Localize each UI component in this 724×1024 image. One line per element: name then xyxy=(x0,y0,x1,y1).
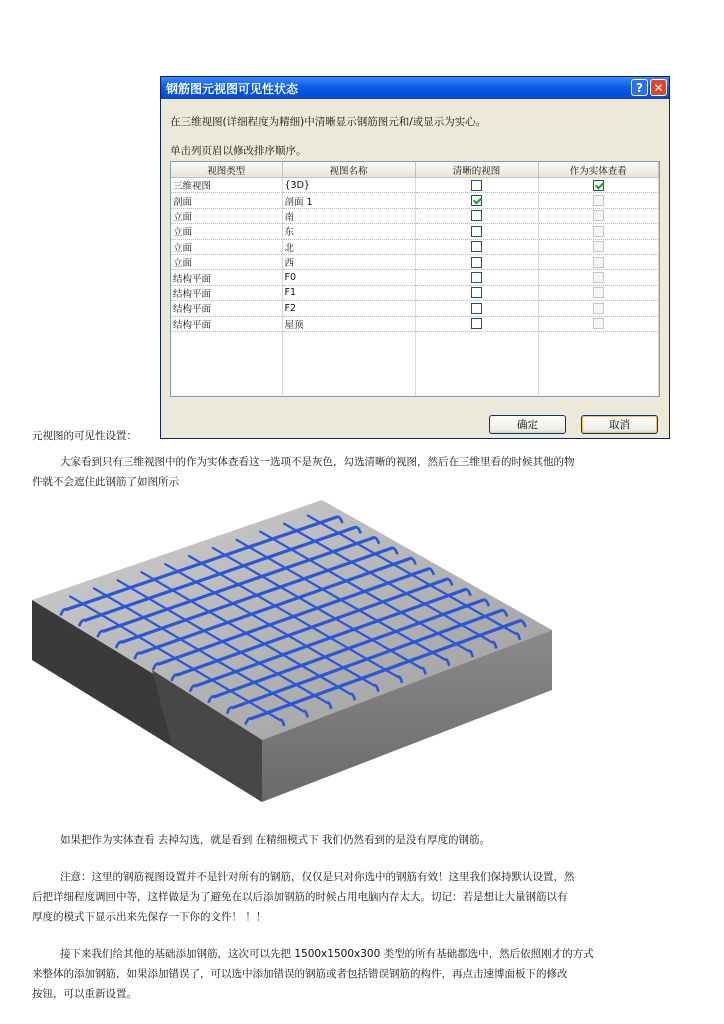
view-name-cell: F0 xyxy=(282,270,415,285)
clear-view-checkbox[interactable] xyxy=(471,287,482,298)
help-icon: ? xyxy=(636,80,643,95)
view-as-solid-checkbox[interactable] xyxy=(593,180,604,191)
column-header-view-as-solid[interactable]: 作为实体查看 xyxy=(538,162,659,178)
clear-view-cell xyxy=(415,285,538,300)
cancel-button[interactable]: 取消 xyxy=(581,415,658,434)
view-as-solid-checkbox xyxy=(593,318,604,329)
dialog-description: 在三维视图(详细程度为精细)中清晰显示钢筋图元和/或显示为实心。 xyxy=(170,116,487,128)
view-name-cell: 屋顶 xyxy=(282,316,415,331)
view-as-solid-checkbox xyxy=(593,241,604,252)
view-type-cell: 结构平面 xyxy=(171,316,282,331)
view-visibility-table xyxy=(170,161,660,397)
paragraph-2: 如果把作为实体查看 去掉勾选，就是看到 在精细模式下 我们仍然看到的是没有厚度的钢筋。 xyxy=(60,834,491,846)
close-button[interactable] xyxy=(650,79,667,96)
column-header-view-name[interactable]: 视图名称 xyxy=(282,162,415,178)
paragraph-1-line-2: 件就不会遮住此钢筋了如图所示 xyxy=(32,476,179,488)
view-type-cell: 立面 xyxy=(171,208,282,223)
view-name-cell: 西 xyxy=(282,254,415,269)
view-type-cell: 三维视图 xyxy=(171,178,282,193)
clear-view-checkbox[interactable] xyxy=(471,226,482,237)
clear-view-cell xyxy=(415,270,538,285)
clear-view-checkbox[interactable] xyxy=(471,180,482,191)
dialog-titlebar xyxy=(161,77,669,99)
dialog-title: 钢筋图元视图可见性状态 xyxy=(166,81,299,96)
column-header-view-type[interactable]: 视图类型 xyxy=(171,162,282,178)
view-type-cell: 立面 xyxy=(171,239,282,254)
view-as-solid-cell xyxy=(538,270,659,285)
clear-view-cell xyxy=(415,193,538,208)
paragraph-4-line-2: 来整体的添加钢筋，如果添加错误了，可以选中添加错误的钢筋或者包括错误钢筋的构件，再点击速博面板下的修改 xyxy=(32,968,568,980)
column-divider xyxy=(282,178,283,396)
paragraph-3-line-2: 后把详细程度调回中等，这样做是为了避免在以后添加钢筋的时候占用电脑内存太大。切记：若是想让大量钢筋以有 xyxy=(32,891,568,903)
clear-view-cell xyxy=(415,224,538,239)
view-name-cell: F2 xyxy=(282,301,415,316)
clear-view-cell xyxy=(415,208,538,223)
column-divider xyxy=(538,178,539,396)
view-as-solid-cell xyxy=(538,301,659,316)
paragraph-4-line-1: 接下来我们给其他的基础添加钢筋，这次可以先把 1500x1500x300 类型的所有基础都选中，然后依照刚才的方式 xyxy=(60,948,594,960)
clear-view-checkbox[interactable] xyxy=(471,241,482,252)
paragraph-4-line-3: 按钮，可以重新设置。 xyxy=(32,988,137,1000)
close-icon: ✕ xyxy=(653,80,664,95)
view-name-cell: 东 xyxy=(282,224,415,239)
clear-view-checkbox[interactable] xyxy=(471,257,482,268)
clear-view-cell xyxy=(415,316,538,331)
ok-button[interactable]: 确定 xyxy=(489,415,566,434)
view-name-cell: {3D} xyxy=(282,178,415,193)
clear-view-checkbox[interactable] xyxy=(471,195,482,206)
view-as-solid-cell xyxy=(538,254,659,269)
clear-view-checkbox[interactable] xyxy=(471,303,482,314)
view-type-cell: 结构平面 xyxy=(171,285,282,300)
view-as-solid-checkbox xyxy=(593,226,604,237)
view-name-cell: 北 xyxy=(282,239,415,254)
view-type-cell: 立面 xyxy=(171,224,282,239)
clear-view-checkbox[interactable] xyxy=(471,210,482,221)
view-as-solid-checkbox xyxy=(593,303,604,314)
paragraph-3-line-1: 注意：这里的钢筋视图设置并不是针对所有的钢筋，仅仅是只对你选中的钢筋有效！这里我们保持默认设置，然 xyxy=(60,871,575,883)
view-as-solid-cell xyxy=(538,285,659,300)
rebar-visibility-dialog xyxy=(160,76,670,439)
view-as-solid-checkbox xyxy=(593,195,604,206)
clear-view-checkbox[interactable] xyxy=(471,318,482,329)
view-name-cell: 南 xyxy=(282,208,415,223)
column-header-clear-view[interactable]: 清晰的视图 xyxy=(415,162,538,178)
view-as-solid-cell xyxy=(538,208,659,223)
view-as-solid-checkbox xyxy=(593,257,604,268)
help-button[interactable] xyxy=(631,79,648,96)
view-type-cell: 结构平面 xyxy=(171,270,282,285)
sort-hint: 单击列页眉以修改排序顺序。 xyxy=(170,145,307,157)
rebar-slab-figure xyxy=(32,500,552,805)
view-type-cell: 立面 xyxy=(171,254,282,269)
clear-view-cell xyxy=(415,178,538,193)
paragraph-3-line-3: 厚度的模式下显示出来先保存一下你的文件！ ！！ xyxy=(32,911,267,923)
table-header-row xyxy=(171,162,659,178)
dialog-caption: 元视图的可见性设置： xyxy=(32,430,137,442)
view-type-cell: 结构平面 xyxy=(171,301,282,316)
view-as-solid-cell xyxy=(538,239,659,254)
view-as-solid-cell xyxy=(538,178,659,193)
column-divider xyxy=(415,178,416,396)
view-as-solid-checkbox xyxy=(593,287,604,298)
clear-view-cell xyxy=(415,301,538,316)
view-as-solid-checkbox xyxy=(593,272,604,283)
view-as-solid-cell xyxy=(538,193,659,208)
view-as-solid-checkbox xyxy=(593,210,604,221)
view-name-cell: 剖面 1 xyxy=(282,193,415,208)
view-as-solid-cell xyxy=(538,224,659,239)
clear-view-cell xyxy=(415,239,538,254)
paragraph-1-line-1: 大家看到只有三维视图中的作为实体查看这一选项不是灰色，勾选清晰的视图，然后在三维里看的时候其他的物 xyxy=(60,456,575,468)
view-name-cell: F1 xyxy=(282,285,415,300)
view-type-cell: 剖面 xyxy=(171,193,282,208)
titlebar-buttons xyxy=(631,79,667,96)
clear-view-checkbox[interactable] xyxy=(471,272,482,283)
view-as-solid-cell xyxy=(538,316,659,331)
clear-view-cell xyxy=(415,254,538,269)
